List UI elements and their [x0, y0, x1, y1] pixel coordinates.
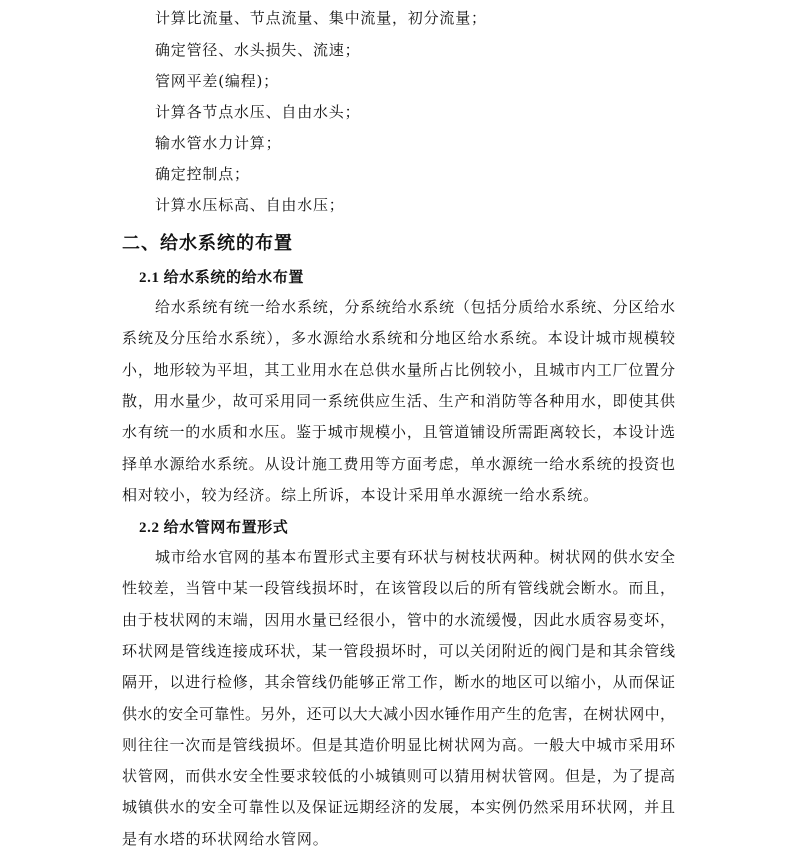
paragraph-line: 是有水塔的环状网给水管网。 [122, 830, 329, 848]
paragraph-line: 系统及分压给水系统），多水源给水系统和分地区给水系统。本设计城市规模较 [122, 329, 675, 347]
subsection-number: 2.2 [139, 520, 160, 536]
paragraph-line: 由于枝状网的末端，因用水量已经很小，管中的水流缓慢，因此水质容易变坏， [122, 611, 675, 629]
paragraph-line: 给水系统有统一给水系统，分系统给水系统（包括分质给水系统、分区给水 [155, 298, 675, 316]
step-line-5: 输水管水力计算； [155, 134, 282, 152]
step-line-3: 管网平差(编程)； [155, 72, 279, 90]
paragraph-line: 环状网是管线连接成环状，某一管段损坏时，可以关闭附近的阀门是和其余管线 [122, 642, 675, 660]
subsection-title: 给水系统的给水布置 [163, 268, 304, 286]
paragraph-line: 城市给水官网的基本布置形式主要有环状与树枝状两种。树状网的供水安全 [155, 548, 675, 566]
step-line-1: 计算比流量、节点流量、集中流量，初分流量； [155, 9, 487, 27]
paragraph-line: 散，用水量少，故可采用同一系统供应生活、生产和消防等各种用水，即使其供 [122, 392, 675, 410]
step-line-7: 计算水压标高、自由水压； [155, 196, 345, 214]
paragraph-line: 则往往一次而是管线损坏。但是其造价明显比树状网为高。一般大中城市采用环 [122, 736, 675, 754]
subsection-title: 给水管网布置形式 [163, 518, 289, 536]
section-heading: 二、给水系统的布置 [122, 233, 293, 254]
step-line-4: 计算各节点水压、自由水头； [155, 103, 361, 121]
paragraph-line: 隔开，以进行检修，其余管线仍能够正常工作，断水的地区可以缩小，从而保证 [122, 673, 675, 691]
paragraph-line: 城镇供水的安全可靠性以及保证远期经济的发展，本实例仍然采用环状网，并且 [122, 798, 675, 816]
step-line-2: 确定管径、水头损失、流速； [155, 41, 361, 59]
paragraph-line: 供水的安全可靠性。另外，还可以大大减小因水锤作用产生的危害，在树状网中， [122, 705, 675, 723]
paragraph-line: 状管网，而供水安全性要求较低的小城镇则可以猜用树状管网。但是，为了提高 [122, 767, 675, 785]
paragraph-line: 相对较小，较为经济。综上所诉，本设计采用单水源统一给水系统。 [122, 486, 600, 504]
paragraph-line: 水有统一的水质和水压。鉴于城市规模小，且管道铺设所需距离较长，本设计选 [122, 423, 675, 441]
step-line-6: 确定控制点； [155, 165, 250, 183]
subsection-heading-2-2 [139, 516, 288, 537]
subsection-number: 2.1 [139, 270, 160, 286]
paragraph-line: 性较差，当管中某一段管线损坏时，在该管段以后的所有管线就会断水。而且， [122, 579, 675, 597]
paragraph-line: 择单水源给水系统。从设计施工费用等方面考虑，单水源统一给水系统的投资也 [122, 455, 675, 473]
paragraph-line: 小，地形较为平坦，其工业用水在总供水量所占比例较小，且城市内工厂位置分 [122, 361, 675, 379]
subsection-heading-2-1 [139, 266, 304, 287]
